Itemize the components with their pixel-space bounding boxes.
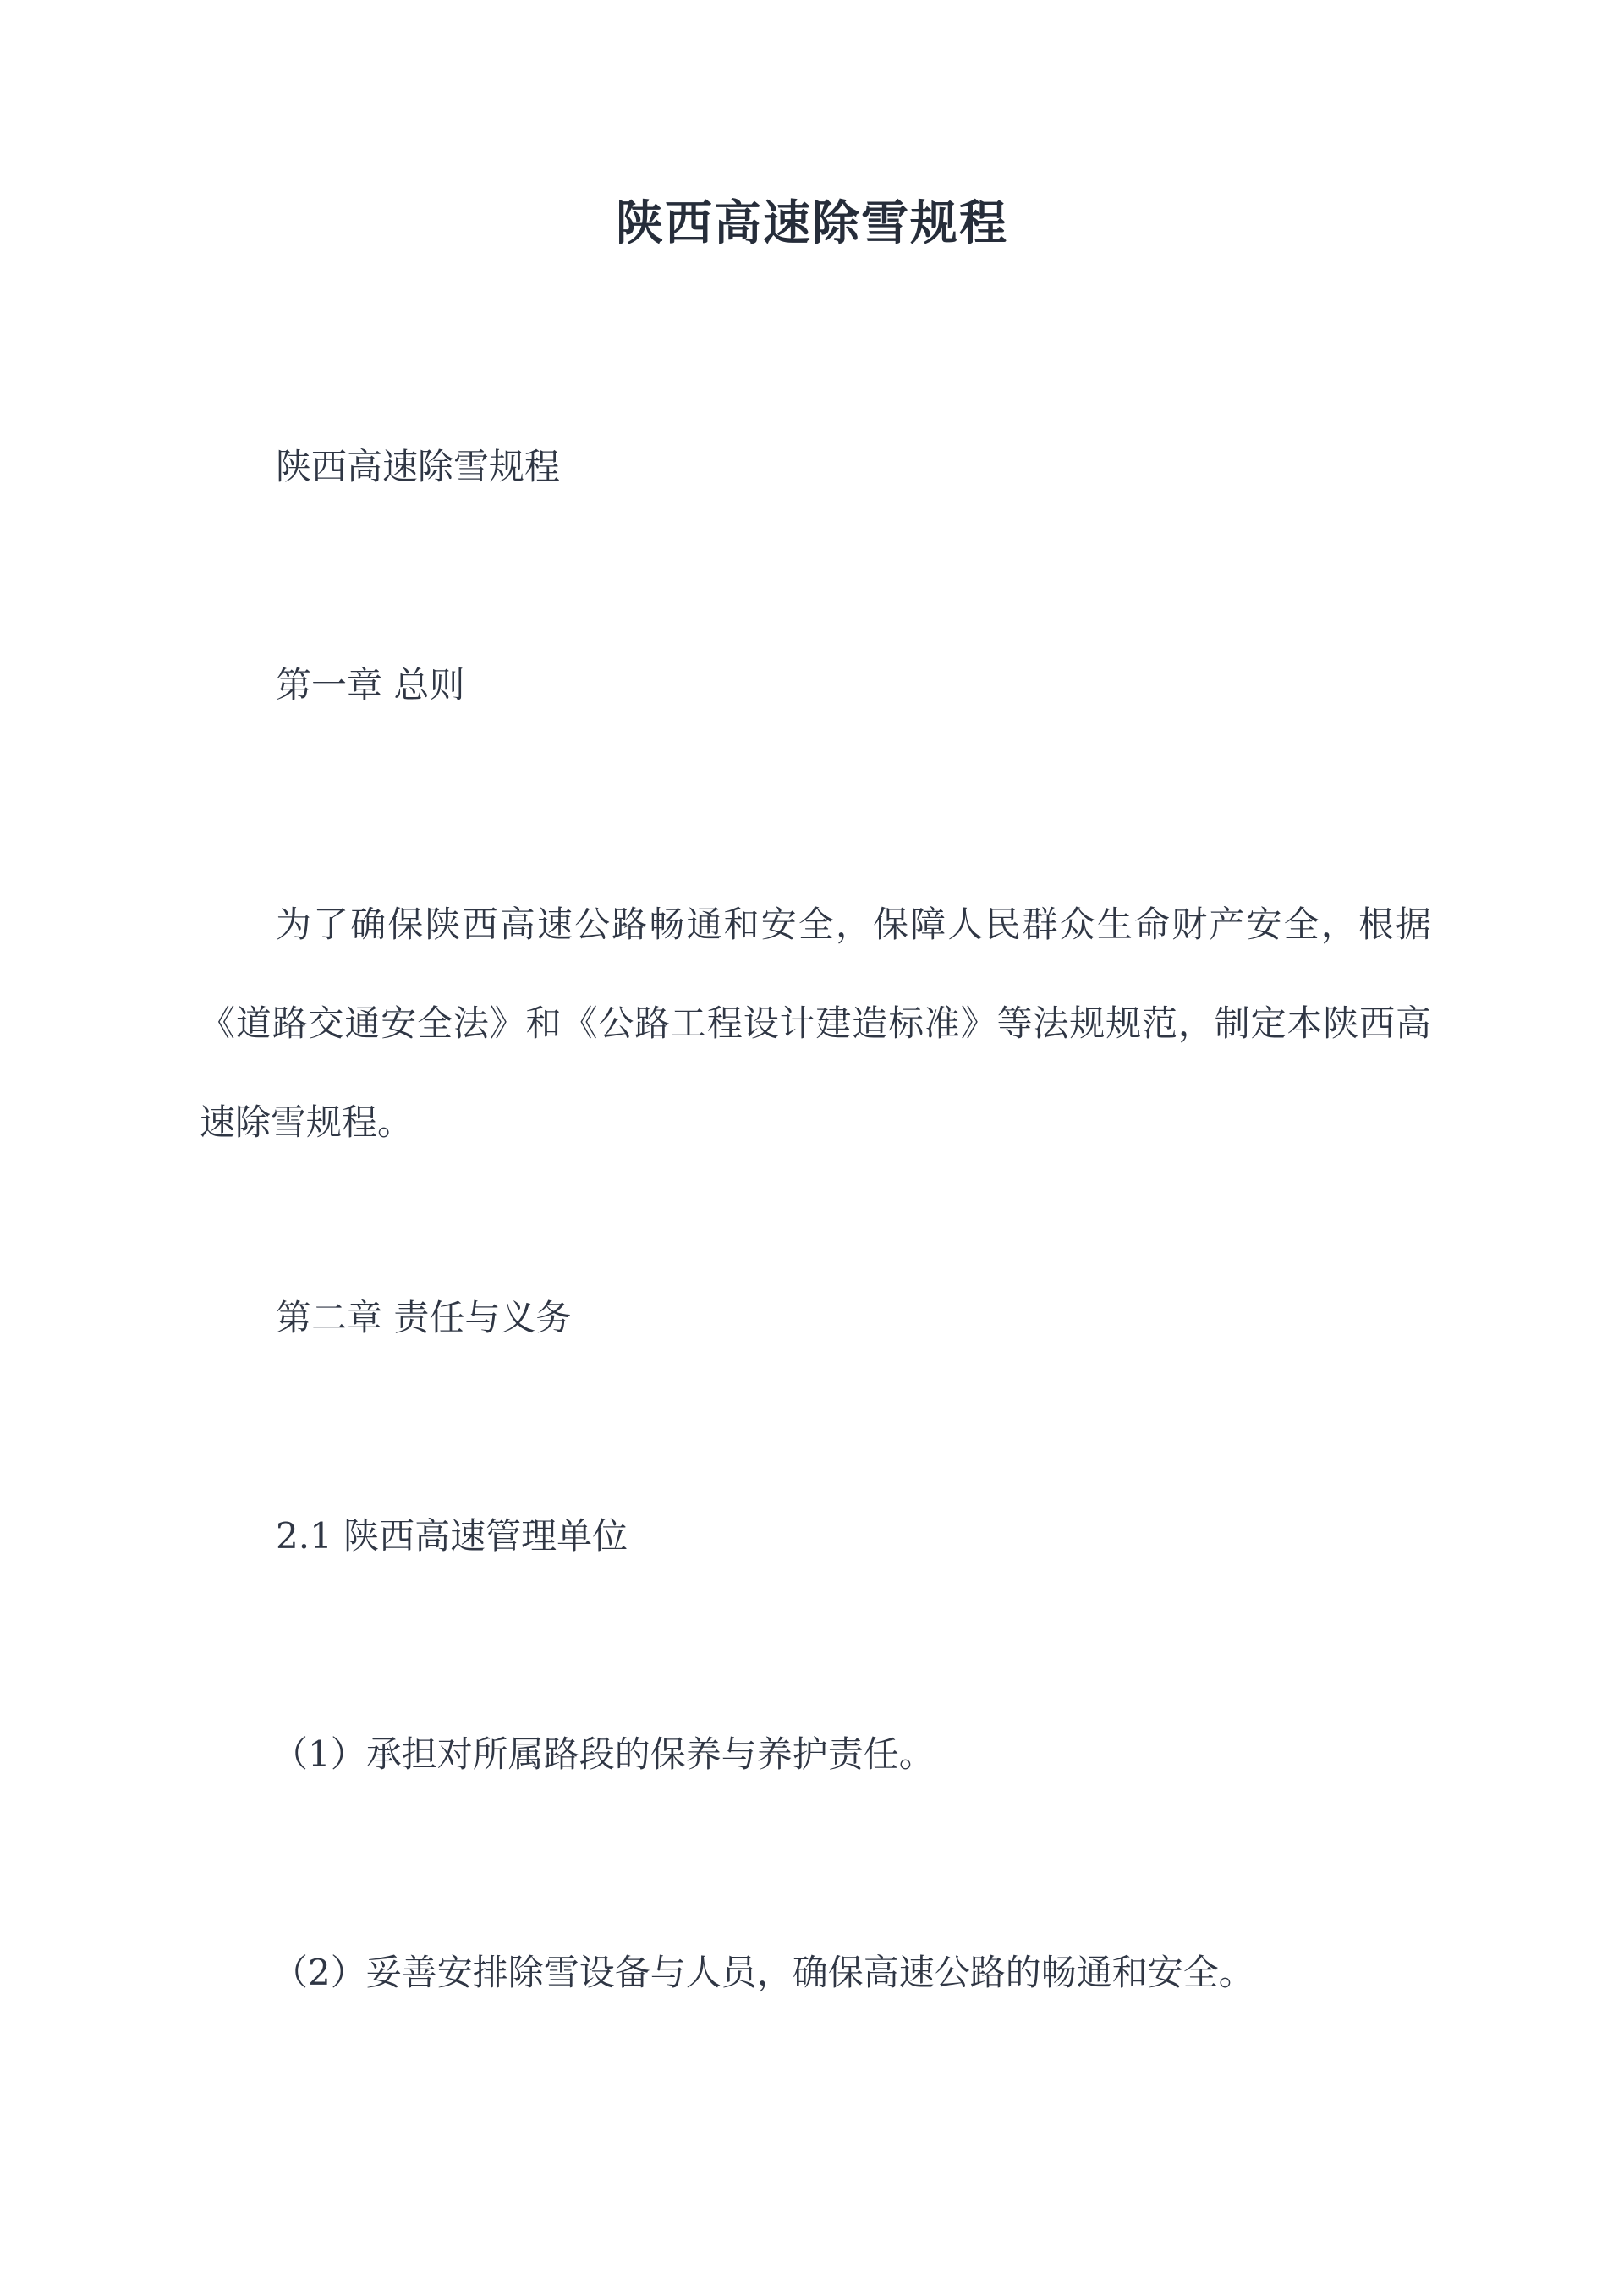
chapter-1-paragraph: 为了确保陕西高速公路畅通和安全，保障人民群众生命财产安全，根据《道路交通安全法》和《公路工程设计建造标准》等法规规范，制定本陕西高速除雪规程。 (200, 904, 1431, 1143)
list-item-1: （1）承担对所属路段的保养与养护责任。 (272, 1733, 935, 1775)
section-2-1-heading: 2.1 陕西高速管理单位 (276, 1515, 628, 1557)
chapter-1-heading: 第一章 总则 (276, 664, 465, 706)
chapter-2-heading: 第二章 责任与义务 (276, 1297, 572, 1338)
list-item-2: （2）妥善安排除雪设备与人员，确保高速公路的畅通和安全。 (272, 1952, 1254, 1993)
document-title: 陕西高速除雪规程 (616, 195, 1008, 251)
document-subtitle: 陕西高速除雪规程 (276, 446, 561, 487)
